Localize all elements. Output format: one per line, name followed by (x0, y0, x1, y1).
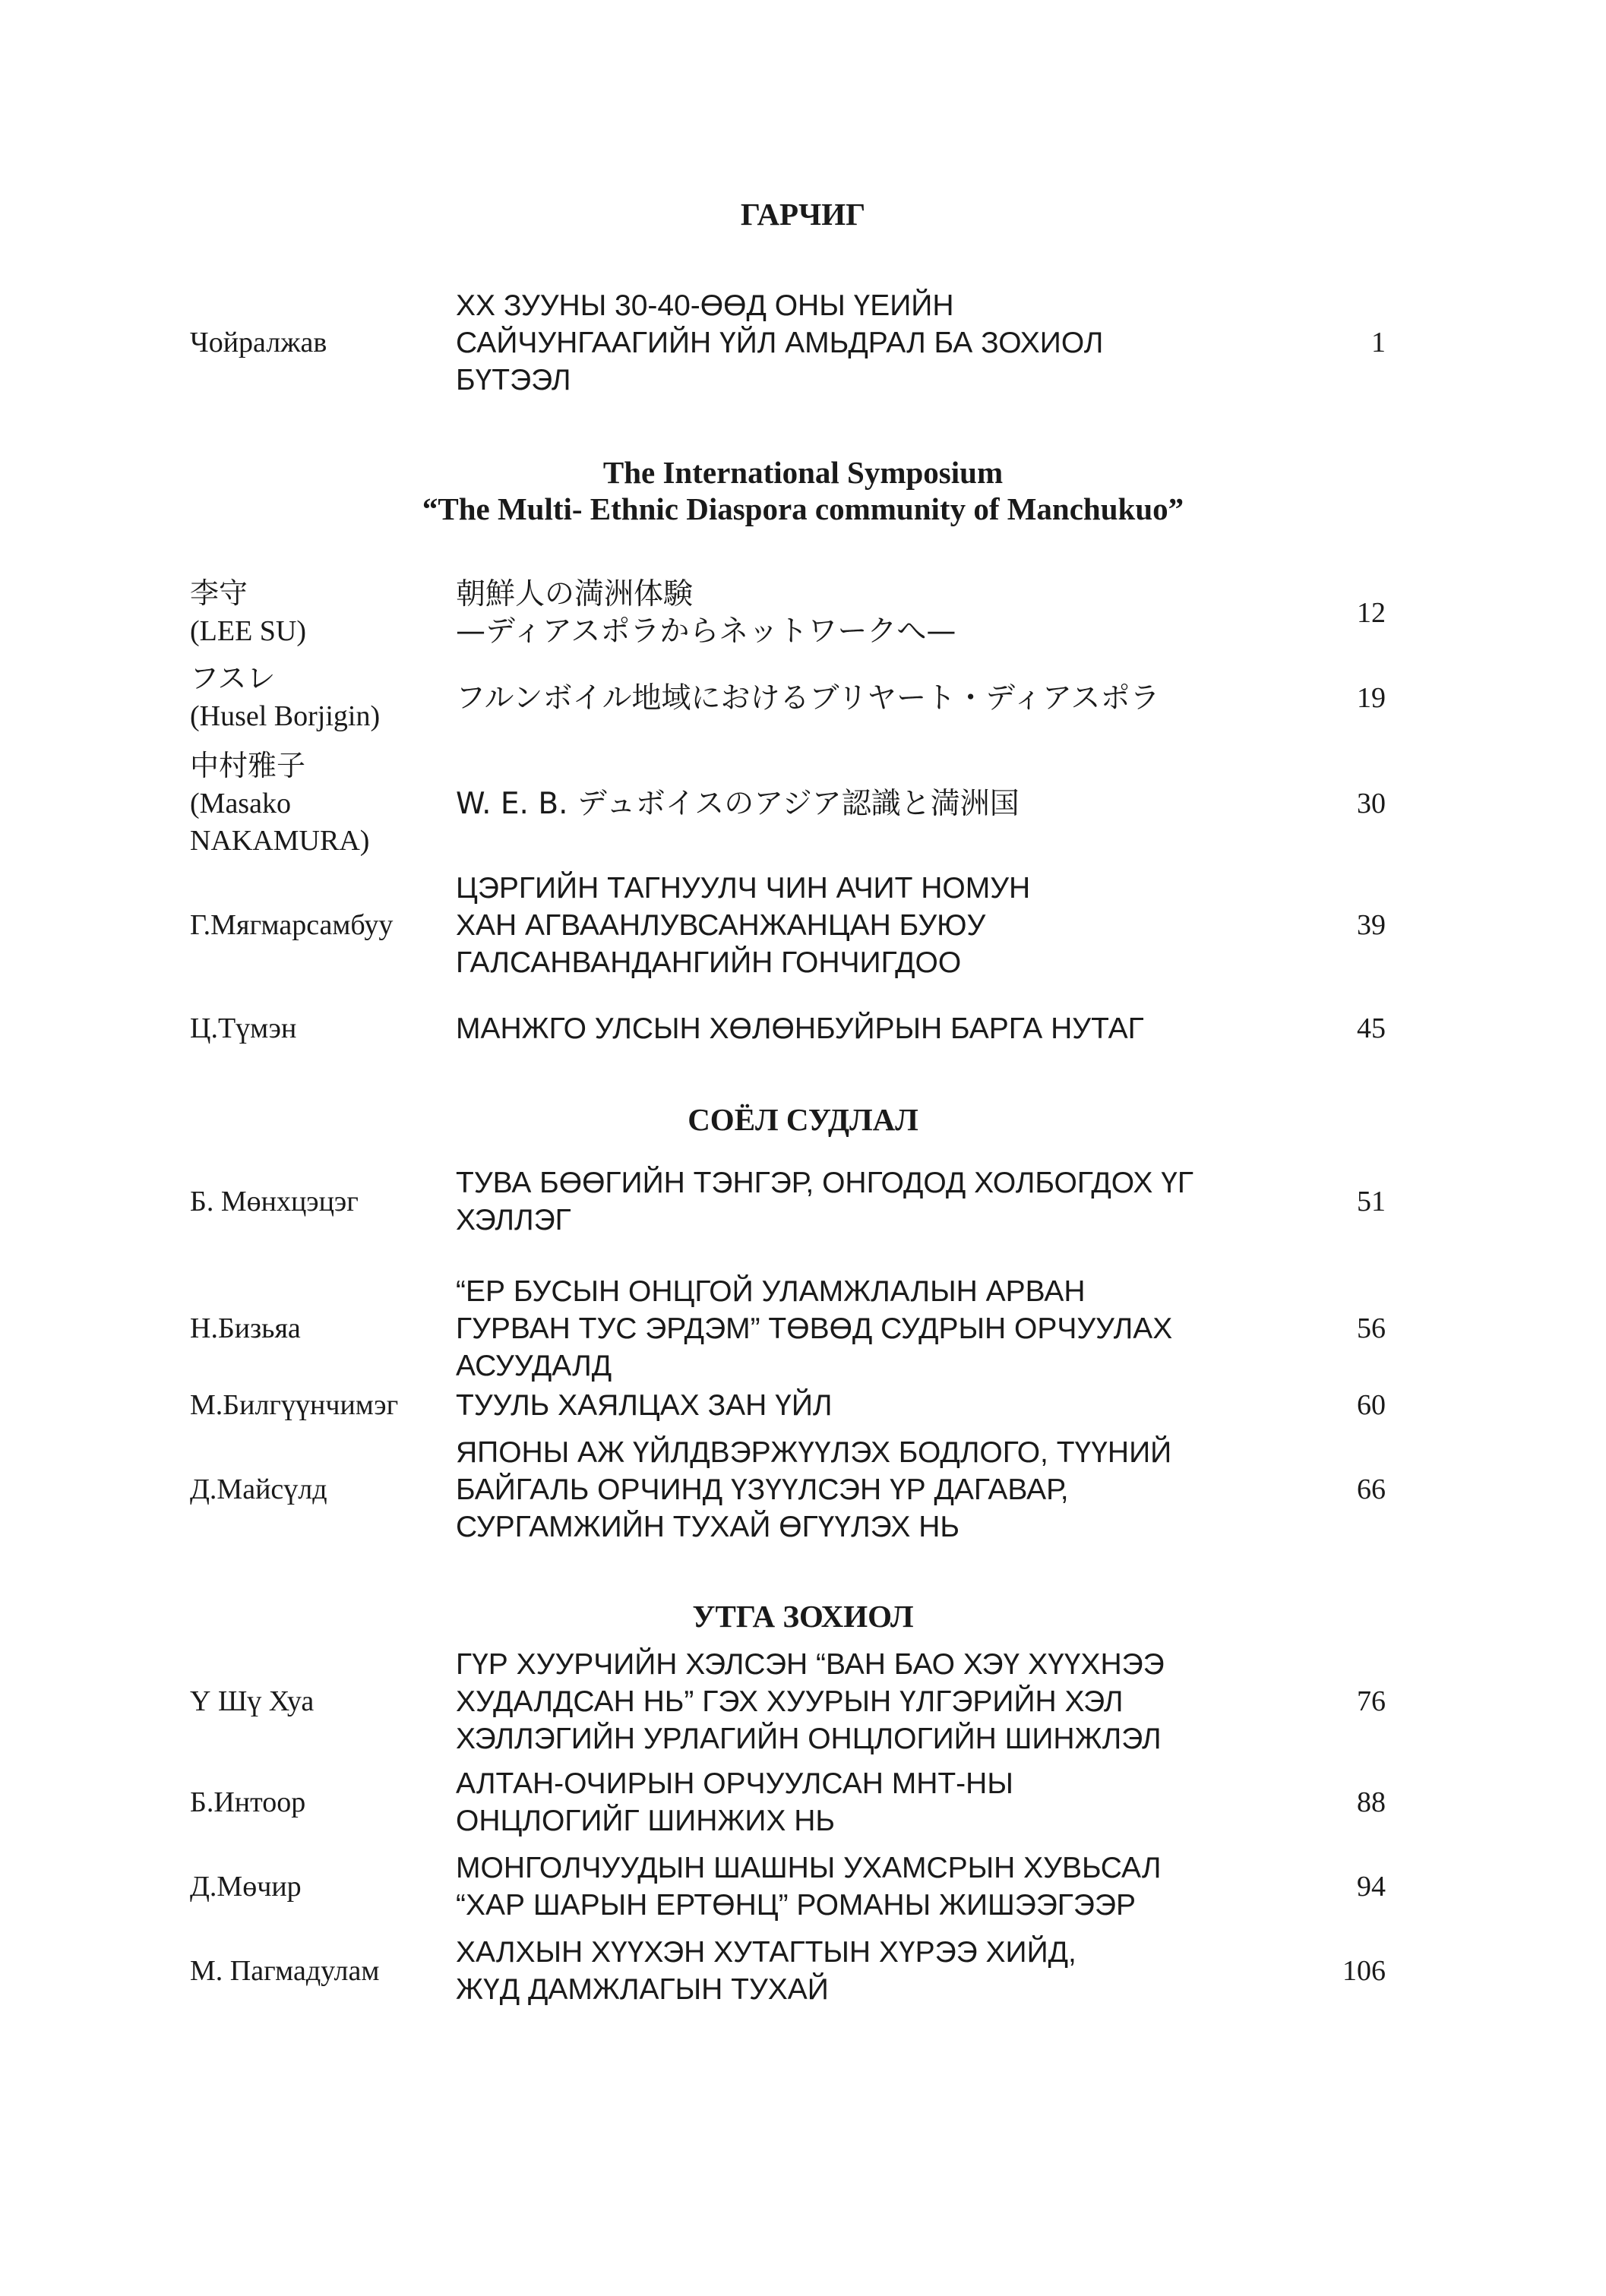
toc-heading: ГАРЧИГ (740, 197, 866, 232)
section-heading: The International Symposium (602, 455, 1004, 490)
toc-entry-title-line: ХУДАЛДСАН НЬ” ГЭХ ХУУРЫН ҮЛГЭРИЙН ХЭЛ (456, 1685, 1124, 1718)
toc-entry-page-number: 66 (1357, 1473, 1386, 1505)
toc-entry-title-line: АЛТАН-ОЧИРЫН ОРЧУУЛСАН МНТ-НЫ (456, 1767, 1013, 1800)
toc-entry-author-line: М. Пагмадулам (190, 1954, 380, 1987)
toc-entry[interactable] (0, 1849, 1606, 1924)
toc-entry[interactable] (0, 287, 1606, 399)
toc-entry-title-line: ЖҮД ДАМЖЛАГЫН ТУХАЙ (456, 1973, 829, 2006)
toc-entry-page-number: 88 (1357, 1786, 1386, 1818)
toc-entry-title-line: БАЙГАЛЬ ОРЧИНД ҮЗҮҮЛСЭН ҮР ДАГАВАР, (456, 1473, 1069, 1506)
toc-entry-title-line: ХХ ЗУУНЫ 30-40-ӨӨД ОНЫ ҮЕИЙН (456, 289, 954, 322)
toc-entry-page-number: 56 (1357, 1312, 1386, 1344)
toc-entry-author-line: Д.Мөчир (190, 1870, 302, 1903)
toc-entry-author (190, 1387, 452, 1424)
toc-entry-author-line: フスレ (190, 663, 276, 695)
toc-entry-title-line: W. E. B. デュボイスのアジア認識と満洲国 (456, 787, 1020, 821)
toc-entry-page-number: 51 (1357, 1185, 1386, 1217)
toc-entry-author-line: Ц.Түмэн (190, 1012, 297, 1044)
toc-entry-author-line: 中村雅子 (190, 750, 306, 782)
toc-entry-author (190, 1934, 452, 2008)
toc-entry-page-number: 30 (1357, 788, 1386, 820)
toc-entry-title-line: フルンボイル地域におけるブリヤート・ディアスポラ (456, 681, 1160, 715)
toc-entry[interactable] (0, 1387, 1606, 1424)
toc-entry-title-line: ХАН АГВААНЛУВСАНЖАНЦАН БУЮУ (456, 909, 986, 942)
toc-entry-title-line: ХАЛХЫН ХҮҮХЭН ХУТАГТЫН ХҮРЭЭ ХИЙД, (456, 1936, 1076, 1969)
toc-entry-author-line: 李守 (190, 578, 248, 610)
toc-entry-author (190, 870, 452, 981)
toc-entry-title-line: ХЭЛЛЭГ (456, 1204, 571, 1236)
toc-entry[interactable] (0, 748, 1606, 860)
toc-entry-title-line: —ディアスポラからネットワークへ— (456, 614, 956, 649)
section-heading: СОЁЛ СУДЛАЛ (688, 1102, 918, 1137)
toc-entry-title (456, 1010, 1299, 1047)
section-heading: “The Multi- Ethnic Diaspora community of Manchukuo” (422, 491, 1184, 526)
toc-entry[interactable] (0, 1010, 1606, 1047)
toc-entry-page-number: 60 (1357, 1389, 1386, 1421)
toc-entry-author-line: Б.Интоор (190, 1786, 306, 1818)
toc-entry-author-line: (Husel Borjigin) (190, 700, 381, 732)
toc-entry-title-line: МАНЖГО УЛСЫН ХӨЛӨНБУЙРЫН БАРГА НУТАГ (456, 1012, 1144, 1045)
toc-entry-author (190, 1273, 452, 1385)
toc-entry-author-line: Д.Майсүлд (190, 1473, 327, 1505)
toc-entry-title-line: АСУУДАЛД (456, 1350, 612, 1382)
toc-entry-title-line: “ЕР БУСЫН ОНЦГОЙ УЛАМЖЛАЛЫН АРВАН (456, 1275, 1086, 1308)
toc-entry-author (190, 1434, 452, 1546)
toc-entry[interactable] (0, 870, 1606, 981)
toc-entry[interactable] (0, 1934, 1606, 2008)
toc-entry[interactable] (0, 1164, 1606, 1239)
toc-entry-title (456, 1765, 1299, 1840)
toc-entry-author (190, 1849, 452, 1924)
toc-entry-author-line: Г.Мягмарсамбуу (190, 909, 394, 941)
toc-entry-title-line: СУРГАМЖИЙН ТУХАЙ ӨГҮҮЛЭХ НЬ (456, 1511, 959, 1543)
toc-entry-page-number: 19 (1357, 681, 1386, 714)
toc-entry-title (456, 785, 1299, 823)
toc-entry-title-line: ЦЭРГИЙН ТАГНУУЛЧ ЧИН АЧИТ НОМУН (456, 872, 1031, 905)
toc-entry-page-number: 45 (1357, 1012, 1386, 1044)
toc-entry-author (190, 287, 452, 399)
toc-entry[interactable] (0, 1765, 1606, 1840)
toc-entry-title-line: ТУУЛЬ ХАЯЛЦАХ ЗАН ҮЙЛ (456, 1389, 833, 1422)
toc-entry-title-line: БҮТЭЭЛ (456, 364, 571, 396)
toc-entry-author (190, 1010, 452, 1047)
toc-entry-title-line: 朝鮮人の満洲体験 (456, 577, 694, 611)
toc-entry[interactable] (0, 1273, 1606, 1385)
toc-entry-title (456, 1849, 1299, 1924)
toc-entry-author (190, 1164, 452, 1239)
toc-entry-page-number: 94 (1357, 1870, 1386, 1903)
toc-entry-title-line: ЯПОНЫ АЖ ҮЙЛДВЭРЖҮҮЛЭХ БОДЛОГО, ТҮҮНИЙ (456, 1436, 1172, 1469)
toc-entry-title (456, 287, 1299, 399)
toc-entry-title-line: ХЭЛЛЭГИЙН УРЛАГИЙН ОНЦЛОГИЙН ШИНЖЛЭЛ (456, 1723, 1162, 1755)
toc-entry-author (190, 576, 452, 650)
toc-entry-author (190, 1646, 452, 1758)
toc-entry-author (190, 1765, 452, 1840)
toc-entry-title (456, 1934, 1299, 2008)
toc-entry-page-number: 76 (1357, 1685, 1386, 1717)
toc-entry-title (456, 1164, 1299, 1239)
toc-entry[interactable] (0, 1646, 1606, 1758)
toc-entry-title (456, 576, 1299, 650)
toc-entry[interactable] (0, 661, 1606, 735)
toc-entry-author-line: Н.Бизьяа (190, 1312, 301, 1344)
toc-entry-title-line: ТУВА БӨӨГИЙН ТЭНГЭР, ОНГОДОД ХОЛБОГДОХ ҮГ (456, 1167, 1194, 1199)
section-heading: УТГА ЗОХИОЛ (692, 1599, 914, 1634)
toc-entry-author-line: Б. Мөнхцэцэг (190, 1185, 359, 1217)
toc-entry-author (190, 748, 452, 860)
toc-entry-author-line: Ү Шү Хуа (190, 1685, 315, 1717)
toc-entry-title-line: ОНЦЛОГИЙГ ШИНЖИХ НЬ (456, 1805, 836, 1837)
toc-entry-title-line: ГҮР ХУУРЧИЙН ХЭЛСЭН “ВАН БАО ХЭҮ ХҮҮХНЭЭ (456, 1648, 1165, 1681)
toc-entry-author-line: (LEE SU) (190, 615, 307, 647)
toc-entry-title (456, 1434, 1299, 1546)
toc-entry[interactable] (0, 576, 1606, 650)
toc-entry-title-line: ГУРВАН ТУС ЭРДЭМ” ТӨВӨД СУДРЫН ОРЧУУЛАХ (456, 1312, 1173, 1345)
toc-entry-title-line: МОНГОЛЧУУДЫН ШАШНЫ УХАМСРЫН ХУВЬСАЛ (456, 1852, 1162, 1884)
toc-entry-author-line: Чойралжав (190, 327, 327, 358)
toc-entry-title-line: ГАЛСАНВАНДАНГИЙН ГОНЧИГДОО (456, 946, 962, 979)
toc-entry-title (456, 1273, 1299, 1385)
toc-entry-title-line: “ХАР ШАРЫН ЕРТӨНЦ” РОМАНЫ ЖИШЭЭГЭЭР (456, 1889, 1136, 1922)
toc-entry-author-line: (Masako (190, 788, 291, 820)
toc-entry-page-number: 12 (1357, 596, 1386, 629)
toc-entry-title (456, 1646, 1299, 1758)
toc-entry-author (190, 661, 452, 735)
toc-entry-title (456, 1387, 1299, 1424)
toc-entry[interactable] (0, 1434, 1606, 1546)
toc-entry-author-line: М.Билгүүнчимэг (190, 1389, 399, 1421)
toc-entry-page-number: 106 (1342, 1954, 1386, 1987)
toc-entry-title-line: САЙЧУНГААГИЙН ҮЙЛ АМЬДРАЛ БА ЗОХИОЛ (456, 327, 1104, 359)
toc-entry-page-number: 39 (1357, 909, 1386, 941)
toc-entry-author-line: NAKAMURA) (190, 825, 370, 857)
toc-entry-page-number: 1 (1371, 327, 1386, 358)
toc-entry-title (456, 870, 1299, 981)
toc-entry-title (456, 680, 1299, 717)
